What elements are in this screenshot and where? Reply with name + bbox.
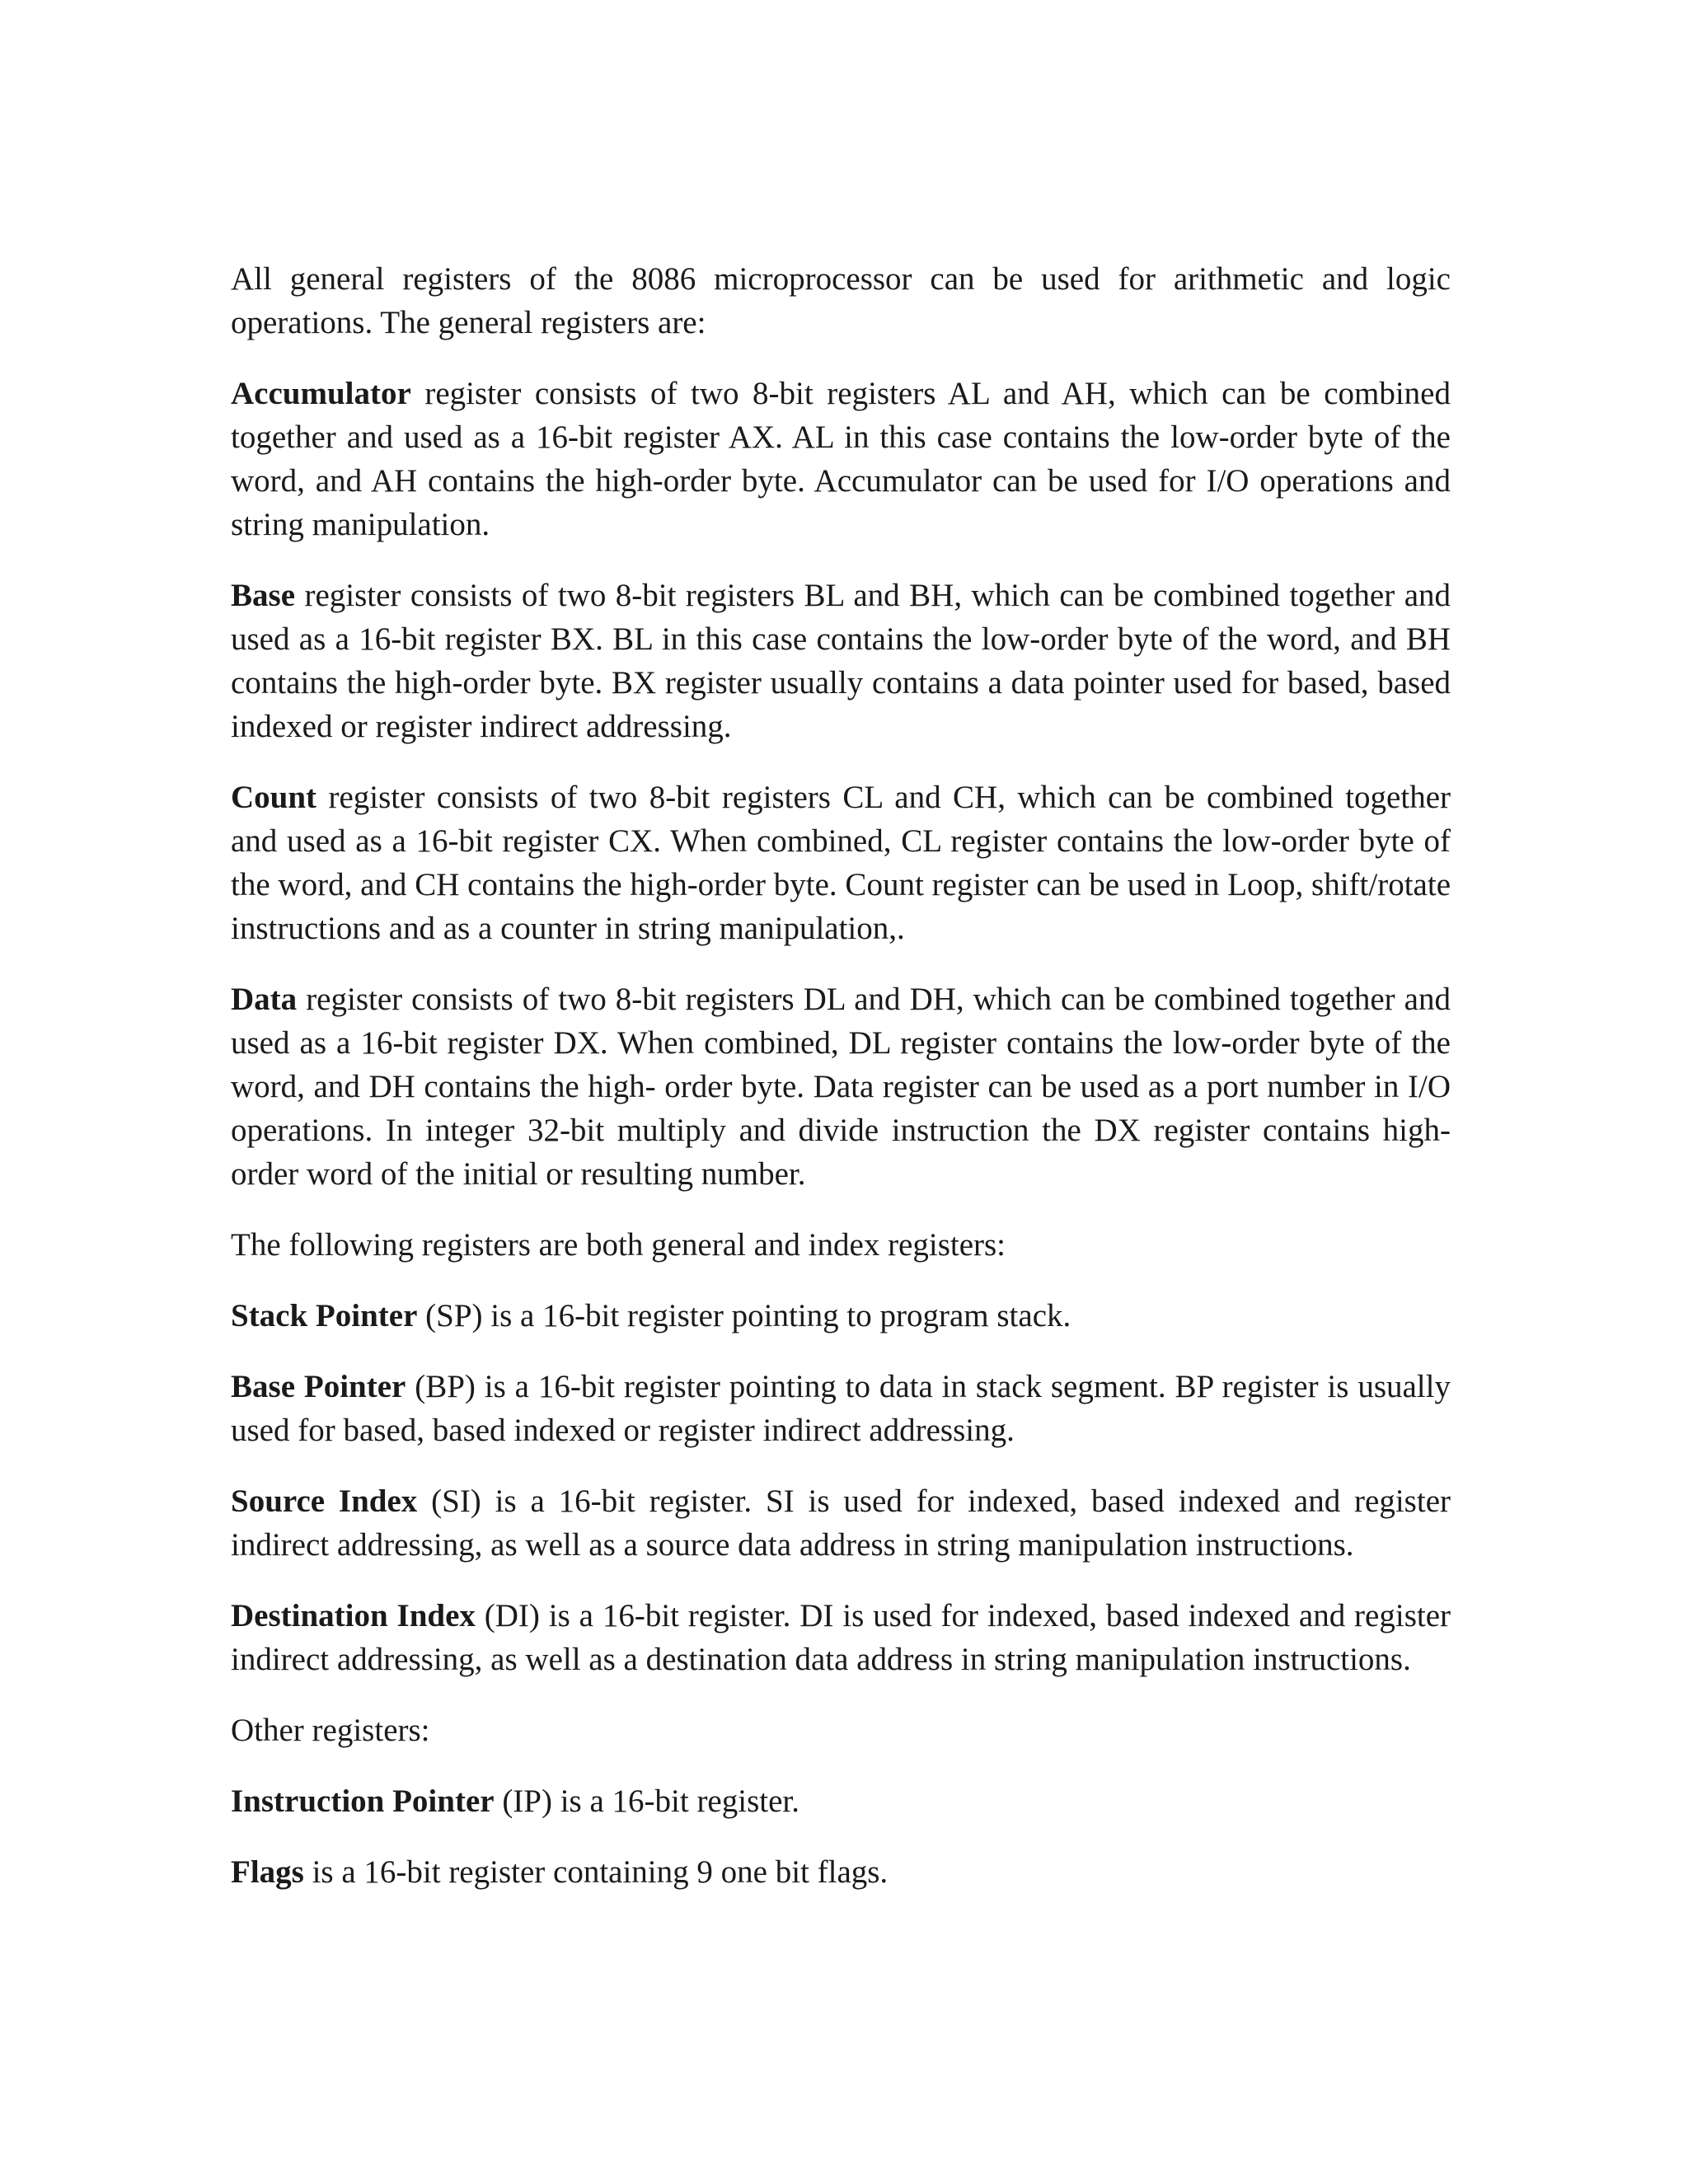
paragraph-term: Count [231, 780, 317, 815]
paragraph-term: Flags [231, 1854, 304, 1890]
paragraph-text: register consists of two 8-bit registers BL and BH, which can be combined together and used as a 16-bit register BX. BL in this case contains the low-order byte of the word, and BH contains the high-order byte. BX register usually contains a data pointer used for based, based indexed or register indirect addressing. [231, 578, 1451, 744]
paragraph-text: register consists of two 8-bit registers DL and DH, which can be combined together and used as a 16-bit register DX. When combined, DL register contains the low-order byte of the word, and DH contains the high- order byte. Data register can be used as a port number in I/O operations. In integer 32-bit multiply and divide instruction the DX register contains high-order word of the initial or resulting number. [231, 982, 1451, 1192]
paragraph-base [231, 574, 1451, 748]
paragraph-stack-pointer [231, 1294, 1451, 1338]
paragraph-text: The following registers are both general and index registers: [231, 1227, 1006, 1263]
paragraph-data [231, 977, 1451, 1196]
paragraph-term: Accumulator [231, 376, 411, 411]
paragraph-text: (DI) is a 16-bit register. DI is used for indexed, based indexed and register indirect addressing, as well as a destination data address in string manipulation instructions. [231, 1598, 1451, 1677]
paragraph-intro [231, 257, 1451, 344]
paragraph-term: Base [231, 578, 295, 613]
paragraph-text: register consists of two 8-bit registers CL and CH, which can be combined together and used as a 16-bit register CX. When combined, CL register contains the low-order byte of the word, and CH contains the high-order byte. Count register can be used in Loop, shift/rotate instructions and as a counter in string manipulation,. [231, 780, 1451, 946]
paragraph-text: (SI) is a 16-bit register. SI is used for indexed, based indexed and register indirect addressing, as well as a source data address in string manipulation instructions. [231, 1483, 1451, 1563]
paragraph-index-intro [231, 1223, 1451, 1267]
paragraph-term: Stack Pointer [231, 1298, 418, 1333]
paragraph-text: All general registers of the 8086 microprocessor can be used for arithmetic and logic operations. The general registers are: [231, 261, 1451, 340]
paragraph-destination-index [231, 1594, 1451, 1681]
paragraph-other-intro [231, 1708, 1451, 1752]
paragraph-accumulator [231, 372, 1451, 546]
paragraph-text: (BP) is a 16-bit register pointing to data in stack segment. BP register is usually used for based, based indexed or register indirect addressing. [231, 1369, 1451, 1448]
paragraph-instruction-pointer [231, 1779, 1451, 1823]
paragraph-term: Destination Index [231, 1598, 476, 1633]
paragraph-term: Source Index [231, 1483, 418, 1519]
paragraph-text: (IP) is a 16-bit register. [494, 1783, 799, 1819]
paragraph-base-pointer [231, 1365, 1451, 1452]
paragraph-text: (SP) is a 16-bit register pointing to program stack. [417, 1298, 1071, 1333]
paragraph-term: Instruction Pointer [231, 1783, 495, 1819]
paragraph-text: register consists of two 8-bit registers AL and AH, which can be combined together and used as a 16-bit register AX. AL in this case contains the low-order byte of the word, and AH contains the high-order byte. Accumulator can be used for I/O operations and string manipulation. [231, 376, 1451, 542]
document-body [231, 257, 1451, 1921]
paragraph-term: Data [231, 982, 298, 1017]
paragraph-flags [231, 1850, 1451, 1894]
paragraph-term: Base Pointer [231, 1369, 406, 1404]
paragraph-text: Other registers: [231, 1713, 430, 1748]
paragraph-count [231, 776, 1451, 950]
paragraph-source-index [231, 1479, 1451, 1567]
paragraph-text: is a 16-bit register containing 9 one bit flags. [303, 1854, 889, 1890]
